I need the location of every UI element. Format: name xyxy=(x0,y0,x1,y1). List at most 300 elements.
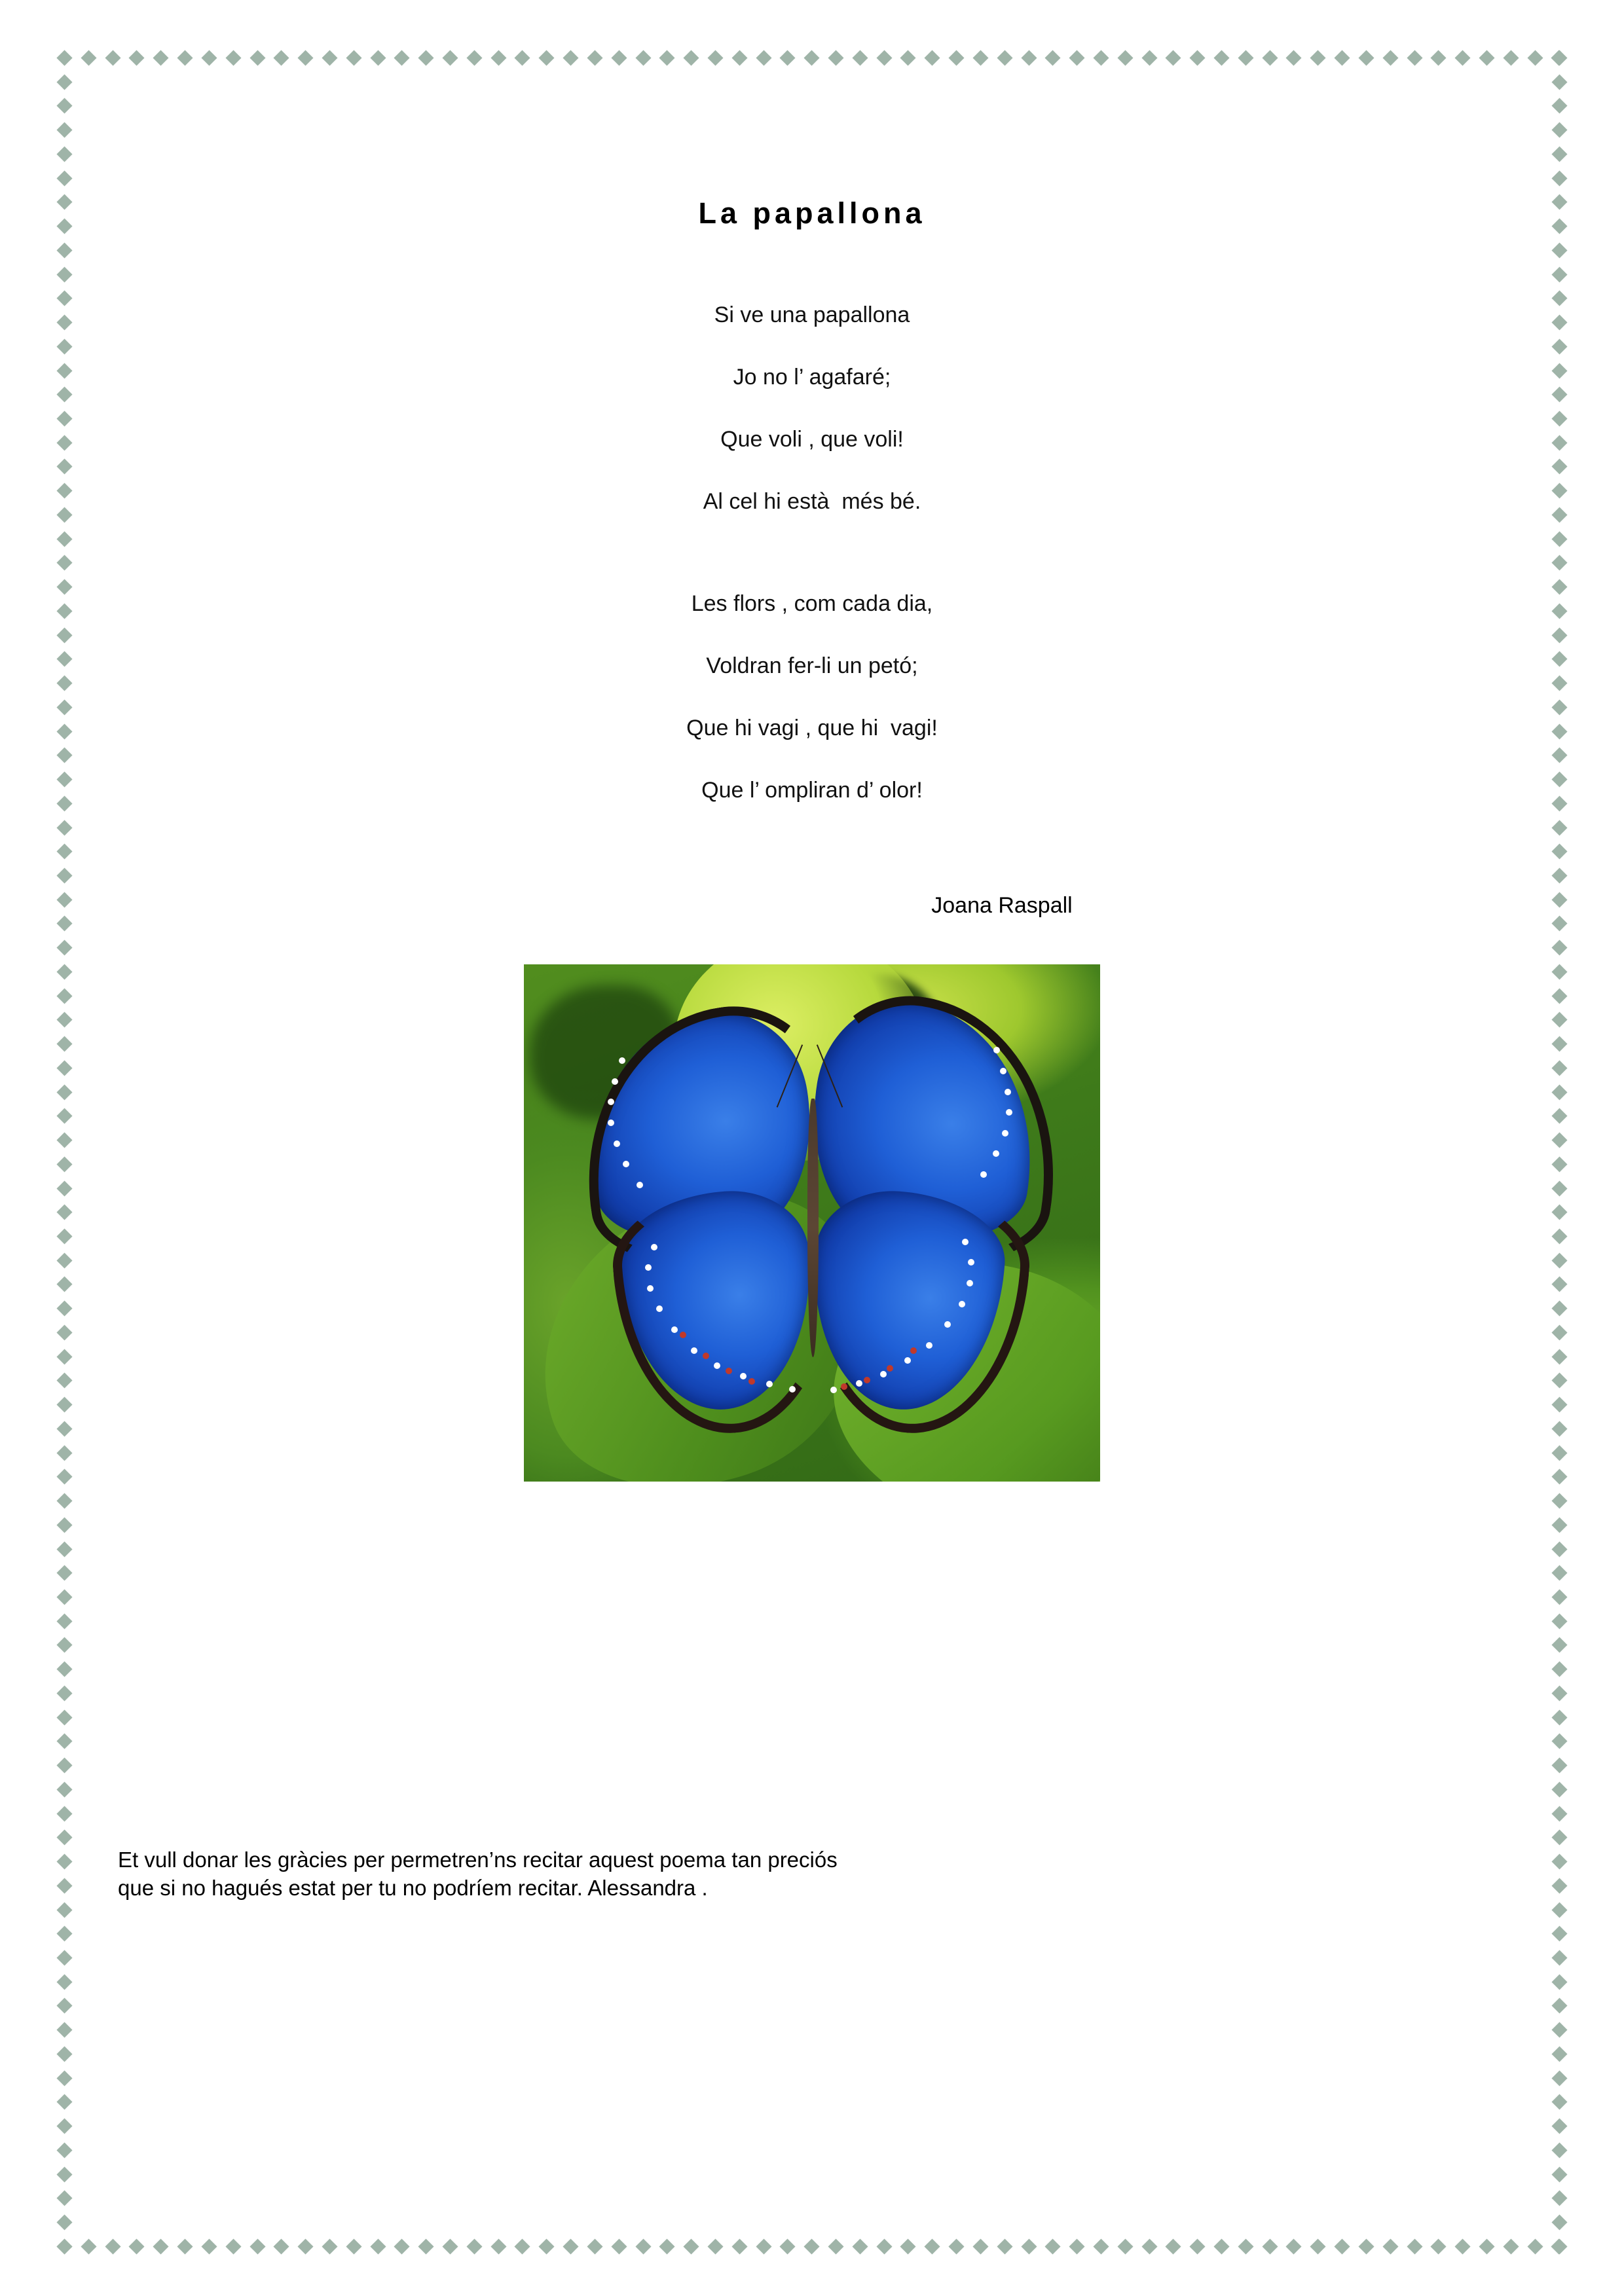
border-diamond xyxy=(1551,1974,1567,1990)
border-diamond xyxy=(1551,338,1567,354)
border-diamond xyxy=(1551,50,1567,65)
border-diamond xyxy=(56,1589,72,1605)
border-diamond xyxy=(1551,194,1567,210)
butterfly-spot xyxy=(856,1380,862,1387)
poem-author: Joana Raspall xyxy=(931,893,1073,918)
border-diamond xyxy=(1238,50,1253,65)
butterfly-illustration xyxy=(524,964,1100,1482)
poem-line: Que hi vagi , que hi vagi! xyxy=(686,716,938,740)
border-diamond xyxy=(225,2238,241,2254)
line-gap xyxy=(98,326,1526,366)
border-diamond xyxy=(394,2238,410,2254)
border-diamond xyxy=(1213,2238,1229,2254)
border-diamond xyxy=(56,1517,72,1533)
border-diamond xyxy=(1407,50,1422,65)
border-diamond xyxy=(1479,2238,1494,2254)
border-diamond xyxy=(707,50,723,65)
border-diamond xyxy=(515,50,530,65)
border-diamond xyxy=(56,1421,72,1436)
border-diamond xyxy=(1551,1854,1567,1870)
butterfly-spot xyxy=(968,1259,974,1266)
border-diamond xyxy=(1117,50,1133,65)
border-diamond xyxy=(56,1277,72,1292)
border-diamond xyxy=(876,50,892,65)
border-diamond xyxy=(56,748,72,763)
border-diamond xyxy=(1310,2238,1326,2254)
photo-container xyxy=(98,964,1526,1482)
border-diamond xyxy=(56,1950,72,1965)
border-diamond xyxy=(56,892,72,907)
page-title: La papallona xyxy=(698,196,926,230)
border-diamond xyxy=(56,1637,72,1653)
border-diamond xyxy=(1021,2238,1037,2254)
border-diamond xyxy=(925,2238,940,2254)
border-diamond xyxy=(442,50,458,65)
border-diamond xyxy=(1551,867,1567,883)
border-diamond xyxy=(56,194,72,210)
border-diamond xyxy=(1551,435,1567,450)
border-diamond xyxy=(731,50,747,65)
border-diamond xyxy=(1551,1180,1567,1196)
border-diamond xyxy=(346,2238,361,2254)
border-diamond xyxy=(1190,50,1206,65)
border-diamond xyxy=(539,2238,555,2254)
border-diamond xyxy=(394,50,410,65)
border-diamond xyxy=(684,50,699,65)
border-diamond xyxy=(1551,363,1567,378)
butterfly-spot xyxy=(766,1381,773,1387)
border-diamond xyxy=(1551,219,1567,234)
border-diamond xyxy=(1166,2238,1181,2254)
butterfly-spot xyxy=(645,1264,652,1271)
border-diamond xyxy=(56,1878,72,1893)
border-diamond xyxy=(1551,1133,1567,1148)
border-diamond xyxy=(153,50,169,65)
border-diamond xyxy=(1551,1252,1567,1268)
border-diamond xyxy=(1551,1637,1567,1653)
border-diamond xyxy=(56,1036,72,1052)
border-diamond xyxy=(56,2119,72,2134)
border-diamond xyxy=(153,2238,169,2254)
border-diamond xyxy=(1551,1709,1567,1725)
border-diamond xyxy=(1551,699,1567,715)
border-diamond xyxy=(1551,1493,1567,1509)
butterfly-spot xyxy=(959,1301,965,1307)
dedication-text xyxy=(118,1846,1329,1903)
border-diamond xyxy=(56,555,72,571)
border-diamond xyxy=(1551,2119,1567,2134)
border-diamond xyxy=(1551,507,1567,522)
border-diamond xyxy=(1551,1613,1567,1629)
border-diamond xyxy=(249,50,265,65)
butterfly-spot xyxy=(962,1239,969,1245)
border-diamond xyxy=(1093,50,1109,65)
border-diamond xyxy=(1551,772,1567,788)
border-diamond xyxy=(1551,1878,1567,1893)
border-diamond xyxy=(56,50,72,65)
border-diamond xyxy=(56,2215,72,2231)
border-diamond xyxy=(587,50,602,65)
border-diamond xyxy=(1358,50,1374,65)
border-diamond xyxy=(1551,1108,1567,1124)
border-diamond xyxy=(563,2238,579,2254)
border-diamond xyxy=(56,1493,72,1509)
border-diamond xyxy=(539,50,555,65)
border-diamond xyxy=(56,940,72,956)
border-diamond xyxy=(56,2094,72,2110)
border-diamond xyxy=(56,1108,72,1124)
butterfly-spot xyxy=(614,1140,620,1147)
butterfly-spot xyxy=(637,1182,643,1188)
border-diamond xyxy=(129,50,145,65)
border-diamond xyxy=(1551,483,1567,499)
border-diamond xyxy=(370,50,386,65)
line-gap xyxy=(98,450,1526,490)
border-diamond xyxy=(828,50,843,65)
border-diamond xyxy=(56,531,72,547)
border-diamond xyxy=(1551,1036,1567,1052)
border-diamond xyxy=(490,2238,506,2254)
line-gap xyxy=(98,615,1526,655)
border-diamond xyxy=(1551,1469,1567,1485)
border-diamond xyxy=(1551,122,1567,138)
stanza-gap xyxy=(98,513,1526,592)
border-diamond xyxy=(659,50,675,65)
border-diamond xyxy=(1286,2238,1302,2254)
border-diamond xyxy=(1551,820,1567,835)
border-diamond xyxy=(418,2238,434,2254)
border-diamond xyxy=(418,50,434,65)
border-diamond xyxy=(1551,266,1567,282)
border-diamond xyxy=(56,1662,72,1677)
border-diamond xyxy=(1551,555,1567,571)
border-diamond xyxy=(56,1541,72,1557)
border-diamond xyxy=(56,820,72,835)
border-diamond xyxy=(56,266,72,282)
border-diamond xyxy=(466,50,482,65)
border-diamond xyxy=(56,1084,72,1100)
border-diamond xyxy=(1551,2070,1567,2086)
border-diamond xyxy=(1551,988,1567,1004)
border-diamond xyxy=(56,988,72,1004)
border-diamond xyxy=(225,50,241,65)
butterfly-spot-red xyxy=(841,1383,847,1390)
border-diamond xyxy=(56,50,72,65)
border-diamond xyxy=(1431,50,1447,65)
border-diamond xyxy=(972,2238,988,2254)
border-diamond xyxy=(56,1301,72,1317)
border-diamond xyxy=(56,1012,72,1028)
border-diamond xyxy=(1551,1373,1567,1389)
border-diamond xyxy=(1213,50,1229,65)
border-diamond xyxy=(756,2238,771,2254)
border-diamond xyxy=(81,50,96,65)
border-diamond xyxy=(105,2238,120,2254)
border-diamond xyxy=(56,1734,72,1749)
border-row-top xyxy=(59,52,1565,64)
butterfly-body xyxy=(807,1099,819,1357)
border-diamond xyxy=(852,50,868,65)
border-diamond xyxy=(56,387,72,403)
border-diamond xyxy=(56,2142,72,2158)
border-diamond xyxy=(804,2238,820,2254)
border-diamond xyxy=(1407,2238,1422,2254)
border-diamond xyxy=(876,2238,892,2254)
butterfly-spot xyxy=(1006,1109,1012,1116)
poem-line: Voldran fer-li un petó; xyxy=(706,653,918,678)
butterfly-spot xyxy=(830,1387,837,1393)
border-diamond xyxy=(56,219,72,234)
border-diamond xyxy=(707,2238,723,2254)
border-diamond xyxy=(1551,1517,1567,1533)
border-diamond xyxy=(563,50,579,65)
border-diamond xyxy=(1141,2238,1157,2254)
butterfly-wing-edge xyxy=(798,1179,1034,1440)
border-diamond xyxy=(1310,50,1326,65)
border-diamond xyxy=(56,1349,72,1364)
border-diamond xyxy=(56,1205,72,1220)
border-diamond xyxy=(56,2166,72,2182)
border-diamond xyxy=(925,50,940,65)
border-diamond xyxy=(56,1252,72,1268)
border-diamond xyxy=(1551,459,1567,475)
butterfly-spot xyxy=(789,1386,796,1393)
border-diamond xyxy=(105,50,120,65)
border-diamond xyxy=(1141,50,1157,65)
border-diamond xyxy=(515,2238,530,2254)
border-diamond xyxy=(56,1133,72,1148)
border-diamond xyxy=(56,1974,72,1990)
border-diamond xyxy=(56,2191,72,2206)
border-diamond xyxy=(1551,1277,1567,1292)
border-diamond xyxy=(1166,50,1181,65)
border-diamond xyxy=(1551,1541,1567,1557)
butterfly-spot xyxy=(880,1371,887,1377)
border-diamond xyxy=(1551,98,1567,114)
border-diamond xyxy=(56,1926,72,1942)
border-diamond xyxy=(1527,2238,1543,2254)
poem-line: Al cel hi està més bé. xyxy=(703,489,921,514)
border-diamond xyxy=(949,2238,965,2254)
border-diamond xyxy=(1382,50,1398,65)
border-diamond xyxy=(1551,410,1567,426)
border-diamond xyxy=(1551,1012,1567,1028)
line-gap xyxy=(98,677,1526,717)
border-diamond xyxy=(274,50,289,65)
border-diamond xyxy=(1021,50,1037,65)
border-diamond xyxy=(1382,2238,1398,2254)
butterfly-spot xyxy=(967,1280,973,1286)
butterfly-spot xyxy=(1002,1130,1008,1137)
border-diamond xyxy=(1551,1324,1567,1340)
border-diamond xyxy=(1262,2238,1278,2254)
border-diamond xyxy=(56,1469,72,1485)
border-diamond xyxy=(298,2238,314,2254)
border-diamond xyxy=(949,50,965,65)
border-diamond xyxy=(56,579,72,595)
butterfly-spot-red xyxy=(680,1332,686,1338)
poem-line: Jo no l’ agafaré; xyxy=(733,365,891,390)
border-diamond xyxy=(56,1324,72,1340)
border-diamond xyxy=(56,844,72,860)
border-row-bottom xyxy=(59,2241,1565,2252)
border-diamond xyxy=(1455,50,1471,65)
border-diamond xyxy=(1551,242,1567,258)
border-diamond xyxy=(56,1830,72,1846)
border-diamond xyxy=(56,74,72,90)
border-diamond xyxy=(1551,1589,1567,1605)
border-diamond xyxy=(1551,1758,1567,1774)
border-diamond xyxy=(1335,50,1350,65)
poem-line: Que voli , que voli! xyxy=(720,427,904,452)
border-diamond xyxy=(56,146,72,162)
border-diamond xyxy=(56,2070,72,2086)
border-diamond xyxy=(1551,1806,1567,1821)
border-diamond xyxy=(1262,50,1278,65)
border-diamond xyxy=(1551,1685,1567,1701)
border-diamond xyxy=(1117,2238,1133,2254)
border-diamond xyxy=(1551,531,1567,547)
border-diamond xyxy=(900,50,916,65)
butterfly-spot xyxy=(1000,1068,1006,1074)
border-diamond xyxy=(56,916,72,932)
border-diamond xyxy=(56,2238,72,2254)
border-diamond xyxy=(249,2238,265,2254)
border-diamond xyxy=(611,50,627,65)
line-gap xyxy=(98,388,1526,428)
border-diamond xyxy=(56,699,72,715)
border-diamond xyxy=(1551,1902,1567,1918)
border-diamond xyxy=(81,2238,96,2254)
border-diamond xyxy=(1069,2238,1085,2254)
border-diamond xyxy=(1551,723,1567,739)
border-diamond xyxy=(1527,50,1543,65)
border-diamond xyxy=(1551,2191,1567,2206)
border-diamond xyxy=(56,1613,72,1629)
border-diamond xyxy=(1551,1565,1567,1581)
border-diamond xyxy=(972,50,988,65)
border-diamond xyxy=(1093,2238,1109,2254)
border-diamond xyxy=(56,315,72,331)
border-diamond xyxy=(1045,50,1061,65)
border-diamond xyxy=(177,2238,193,2254)
border-diamond xyxy=(1551,1998,1567,2014)
border-diamond xyxy=(659,2238,675,2254)
border-diamond xyxy=(731,2238,747,2254)
dedication-line-1: Et vull donar les gràcies per permetren’ns recitar aquest poema tan preciós xyxy=(118,1848,838,1872)
border-diamond xyxy=(1551,748,1567,763)
stanza-1 xyxy=(98,304,1526,513)
border-diamond xyxy=(56,795,72,811)
border-diamond xyxy=(56,338,72,354)
border-diamond xyxy=(56,867,72,883)
border-diamond xyxy=(56,242,72,258)
border-diamond xyxy=(1551,291,1567,306)
border-diamond xyxy=(635,50,651,65)
border-diamond xyxy=(1551,146,1567,162)
border-diamond xyxy=(56,603,72,619)
border-diamond xyxy=(56,1781,72,1797)
butterfly-spot xyxy=(1005,1089,1011,1095)
border-diamond xyxy=(1551,940,1567,956)
border-diamond xyxy=(1551,2142,1567,2158)
dedication-line-2: que si no hagués estat per tu no podríem recitar. Alessandra . xyxy=(118,1875,708,1900)
border-diamond xyxy=(1551,1662,1567,1677)
border-diamond xyxy=(1551,1397,1567,1413)
border-diamond xyxy=(1455,2238,1471,2254)
border-diamond xyxy=(370,2238,386,2254)
border-diamond xyxy=(442,2238,458,2254)
border-diamond xyxy=(1358,2238,1374,2254)
border-diamond xyxy=(1551,2238,1567,2254)
border-col-left xyxy=(59,52,70,2252)
border-diamond xyxy=(1551,651,1567,667)
border-diamond xyxy=(1551,1781,1567,1797)
border-diamond xyxy=(1551,795,1567,811)
border-diamond xyxy=(1551,603,1567,619)
border-diamond xyxy=(56,2022,72,2038)
border-diamond xyxy=(997,50,1012,65)
border-diamond xyxy=(1551,2166,1567,2182)
border-diamond xyxy=(298,50,314,65)
border-diamond xyxy=(1551,1205,1567,1220)
border-diamond xyxy=(828,2238,843,2254)
border-diamond xyxy=(56,170,72,186)
border-diamond xyxy=(56,98,72,114)
border-diamond xyxy=(56,627,72,643)
butterfly-spot xyxy=(619,1057,625,1064)
border-diamond xyxy=(587,2238,602,2254)
border-diamond xyxy=(780,2238,796,2254)
border-diamond xyxy=(56,483,72,499)
border-diamond xyxy=(1551,2046,1567,2062)
butterfly-spot xyxy=(651,1244,657,1250)
border-diamond xyxy=(322,2238,337,2254)
border-diamond xyxy=(56,1228,72,1244)
border-diamond xyxy=(56,1998,72,2014)
border-diamond xyxy=(129,2238,145,2254)
border-diamond xyxy=(56,507,72,522)
border-diamond xyxy=(1551,844,1567,860)
butterfly-photo xyxy=(524,964,1100,1482)
border-diamond xyxy=(56,964,72,979)
border-diamond xyxy=(1551,676,1567,691)
border-diamond xyxy=(1551,1060,1567,1076)
border-diamond xyxy=(1551,2094,1567,2110)
poem-line: Si ve una papallona xyxy=(714,302,910,327)
butterfly-spot xyxy=(612,1078,618,1085)
border-diamond xyxy=(1551,1445,1567,1461)
border-diamond xyxy=(1551,2215,1567,2231)
title-spacer xyxy=(98,230,1526,304)
border-diamond xyxy=(56,410,72,426)
border-diamond xyxy=(56,1565,72,1581)
border-diamond xyxy=(56,1758,72,1774)
border-diamond xyxy=(1551,1950,1567,1965)
border-diamond xyxy=(56,1156,72,1172)
border-diamond xyxy=(56,1806,72,1821)
border-diamond xyxy=(177,50,193,65)
border-diamond xyxy=(1551,1301,1567,1317)
border-diamond xyxy=(1551,964,1567,979)
border-diamond xyxy=(1551,315,1567,331)
border-diamond xyxy=(56,122,72,138)
border-diamond xyxy=(997,2238,1012,2254)
border-diamond xyxy=(1551,1156,1567,1172)
border-diamond xyxy=(56,651,72,667)
border-diamond xyxy=(274,2238,289,2254)
border-diamond xyxy=(1503,50,1519,65)
